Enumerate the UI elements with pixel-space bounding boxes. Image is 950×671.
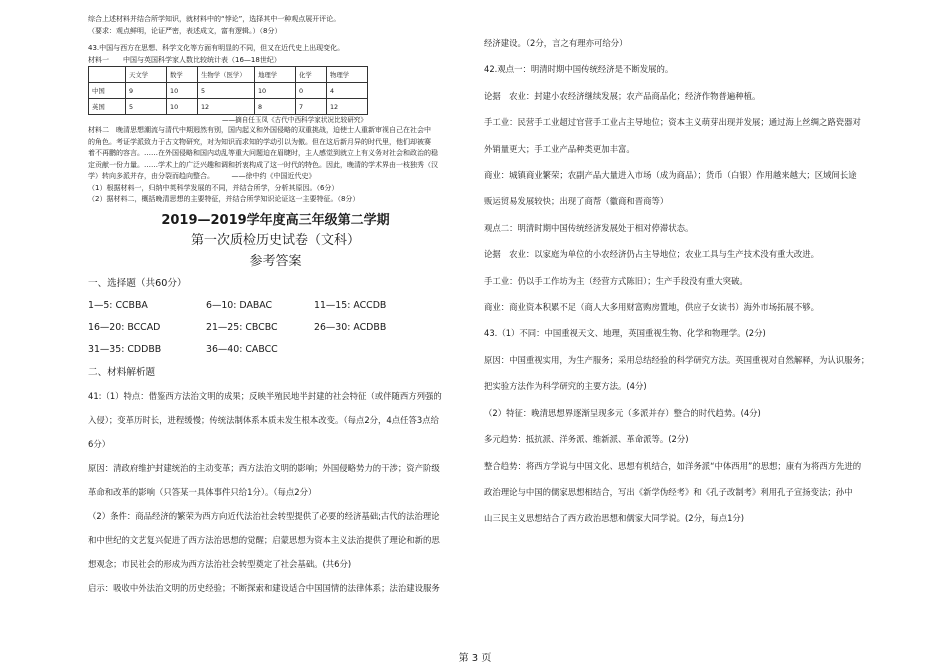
question-line: （2）据材料二，概括晚清思想的主要特征，并结合所学知识论证这一主要特征。（8分） xyxy=(88,195,360,203)
answer-line: 商业：商业资本积累不足（商人大多用财富购房置地，供应子女读书）海外市场拓展不够。 xyxy=(484,302,819,313)
table-header-row xyxy=(89,67,368,83)
choice-group: 1—5: CCBBA xyxy=(88,299,148,311)
top-lines xyxy=(88,14,463,66)
table-cell: 8 xyxy=(254,99,295,115)
top-line: 综合上述材料并结合所学知识，就材料中的“悖论”，选择其中一种观点展开评论。 xyxy=(88,15,341,23)
answer-line: 多元趋势：抵抗派、洋务派、维新派、革命派等。(2分) xyxy=(484,434,689,445)
table-row xyxy=(89,99,368,115)
table-cell: 10 xyxy=(167,99,198,115)
choice-row xyxy=(88,295,463,317)
material-line: 的角色。考证学派致力于古文物研究，对为知识而求知的学动引以为傲。但在这后新月异的时代里，他们却被赛 xyxy=(88,137,431,146)
answer-line: 6分） xyxy=(88,438,111,449)
answer-line: 启示：吸收中外法治文明的历史经验；不断探索和建设适合中国国情的法律体系；法治建设服务 xyxy=(88,582,440,593)
table-cell: 12 xyxy=(197,99,254,115)
answer-line: 手工业：仍以手工作坊为主（经营方式陈旧）；生产手段没有重大突破。 xyxy=(484,275,748,286)
choice-group: 6—10: DABAC xyxy=(206,299,273,311)
choice-group: 26—30: ACDBB xyxy=(314,321,387,333)
choice-row xyxy=(88,317,463,339)
table-row xyxy=(89,83,368,99)
exam-subtitle: 第一次质检历史试卷（文科） xyxy=(190,232,360,248)
answer-line: 观点二：明清时期中国传统经济发展处于相对停滞状态。 xyxy=(484,222,694,233)
table-header-cell: 化学 xyxy=(295,67,326,83)
answer-line: 革命和改革的影响（只答某一具体事件只给1分）。（每点2分） xyxy=(88,486,317,497)
top-line: （要求：观点鲜明，论证严密，表述成文，富有逻辑。）（8分） xyxy=(88,26,282,35)
table-cell: 4 xyxy=(326,83,367,99)
choice-group: 36—40: CABCC xyxy=(206,344,278,356)
table-header-cell: 物理学 xyxy=(326,67,367,83)
section-material-heading: 二、材料解析题 xyxy=(88,366,156,378)
scientist-table xyxy=(88,66,368,115)
page-number: 第 3 页 xyxy=(458,653,492,664)
material-line: 材料二 晚清思想潮流与清代中期迥然有别，国内起义和外国侵略的双重挑战，迫使士人重新审视自己在社会中 xyxy=(88,126,431,134)
table-header-cell xyxy=(89,67,126,83)
choice-row xyxy=(88,339,463,361)
material-line: 着不再鹏的容言。……在外国侵略和国内动乱等重大问题迫在眉睫时，主人感觉到就立上有义务对社会和政治的稳 xyxy=(88,149,438,157)
answer-line: 42.观点一：明清时期中国传统经济是不断发展的。 xyxy=(484,64,674,75)
table-cell: 10 xyxy=(167,83,198,99)
table-cell: 10 xyxy=(254,83,295,99)
exam-year-title: 2019—2019学年度高三年级第二学期 xyxy=(161,212,390,228)
choice-answers xyxy=(88,295,463,362)
choice-group: 31—35: CDDBB xyxy=(88,344,162,356)
answer-block-42-43 xyxy=(484,30,904,532)
table-header-cell: 天文学 xyxy=(126,67,167,83)
top-line: 材料一 中国与英国科学家人数比较统计表（16—18世纪） xyxy=(88,55,281,64)
answer-line: 整合趋势：将西方学说与中国文化、思想有机结合，如洋务派“中体西用”的思想；康有为将西方先进的 xyxy=(484,460,862,471)
answer-line: 41:（1）特点：借鉴西方法治文明的成果；反映半殖民地半封建的社会特征（或伴随西方列强的 xyxy=(88,390,442,401)
answer-line: 外销量更大；手工业产品种类更加丰富。 xyxy=(484,143,635,154)
right-column xyxy=(484,0,904,532)
answer-line: 论据 农业：以家庭为单位的小农经济仍占主导地位；农业工具与生产技术没有重大改进。 xyxy=(484,249,819,260)
choice-group: 21—25: CBCBC xyxy=(206,321,278,333)
material-two xyxy=(88,125,463,206)
material-line: 定贡献一份力量。……学术上的广泛兴趣和调和折衷构成了这一时代的特色。因此，晚清的学术界由一枝独秀（汉 xyxy=(88,160,438,169)
answer-line: （2）特征：晚清思想界逐渐呈现多元（多派并存）整合的时代趋势。(4分) xyxy=(484,407,761,418)
answer-line: 原因：清政府维护封建统治的主动变革；西方法治文明的影响；外国侵略势力的干涉；资产阶级 xyxy=(88,462,440,473)
table-header-cell: 生物学（医学） xyxy=(197,67,254,83)
answer-line: 论据 农业：封建小农经济继续发展；农产品商品化；经济作物普遍种植。 xyxy=(484,90,761,101)
answer-key-title: 参考答案 xyxy=(249,253,302,269)
table-cell: 12 xyxy=(326,99,367,115)
table-source: ——摘自任玉凤《古代中西科学家状况比较研究》 xyxy=(221,116,367,124)
table-cell: 5 xyxy=(197,83,254,99)
answer-line: 和中世纪的文艺复兴促进了西方法治思想的觉醒；启蒙思想为资本主义法治提供了理论和新的思 xyxy=(88,534,440,545)
table-cell: 9 xyxy=(126,83,167,99)
answer-line: 把实验方法作为科学研究的主要方法。(4分) xyxy=(484,381,647,392)
choice-group: 11—15: ACCDB xyxy=(314,299,387,311)
answer-line: 手工业：民营手工业超过官营手工业占主导地位；资本主义萌芽出现并发展；通过海上丝绸之路瓷器对 xyxy=(484,117,861,128)
section-choice-heading: 一、选择题（共60分） xyxy=(88,277,187,289)
answer-line: 原因：中国重视实用，为生产服务；采用总结经验的科学研究方法。英国重视对自然解释，为认识服务； xyxy=(484,354,870,365)
answer-line: 山三民主义思想结合了西方政治思想和儒家大同学说。(2分，每点1分) xyxy=(484,513,745,524)
answer-line: 想观念；市民社会的形成为西方法治社会转型奠定了社会基础。(共6分) xyxy=(88,558,352,569)
answer-line: 商业：城镇商业繁荣；农副产品大量进入市场（成为商品）；货币（白银）作用越来越大；区域间长途 xyxy=(484,170,857,181)
choice-group: 16—20: BCCAD xyxy=(88,321,161,333)
answer-line: 贩运贸易发展较快；出现了商帮（徽商和晋商等） xyxy=(484,196,669,207)
table-cell: 7 xyxy=(295,99,326,115)
answer-line: 43.（1）不同：中国重视天文、地理，英国重视生物、化学和物理学。(2分) xyxy=(484,328,766,339)
answer-line: 经济建设。（2分，言之有理亦可给分） xyxy=(484,38,628,48)
answer-line: 政治理论与中国的儒家思想相结合，写出《新学伪经考》和《孔子改制考》利用孔子宣扬变法；孙中 xyxy=(484,486,853,497)
table-cell: 5 xyxy=(126,99,167,115)
table-cell: 英国 xyxy=(89,99,126,115)
table-header-cell: 数学 xyxy=(167,67,198,83)
answer-block-41 xyxy=(88,384,463,600)
left-column xyxy=(88,0,463,600)
answer-line: （2）条件：商品经济的繁荣为西方向近代法治社会转型提供了必要的经济基础;古代的法治理论 xyxy=(88,510,440,521)
table-cell: 中国 xyxy=(89,83,126,99)
answer-line: 入侵）；变革历时长，进程缓慢；传统法制体系本质未发生根本改变。（每点2分，4点任答3点给 xyxy=(88,414,439,425)
table-header-cell: 地理学 xyxy=(254,67,295,83)
table-cell: 0 xyxy=(295,83,326,99)
question-line: （1）根据材料一，归纳中英科学发展的不同，并结合所学，分析其原因。（6分） xyxy=(88,183,339,192)
top-line: 43.中国与西方在思想、科学文化等方面有明显的不同，但又在近代史上出现变化。 xyxy=(88,44,345,52)
material-line: 学）转向多派并存，由分裂而趋向整合。 ——徐中约《中国近代史》 xyxy=(88,172,316,180)
